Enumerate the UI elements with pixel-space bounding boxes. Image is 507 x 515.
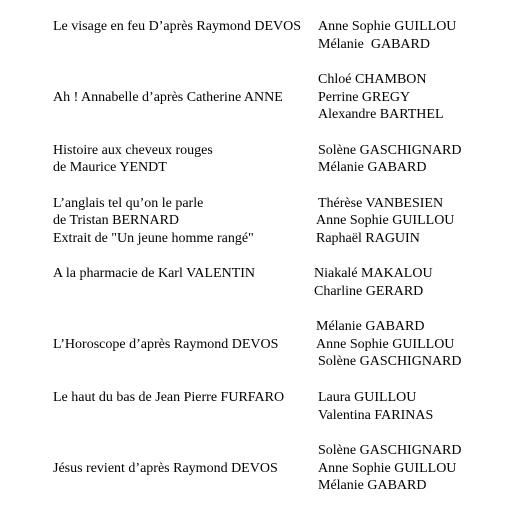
performer-name: Raphaël RAGUIN xyxy=(316,231,420,246)
play-title: Histoire aux cheveux rouges xyxy=(53,143,213,158)
performer-name: Mélanie GABARD xyxy=(316,319,425,334)
performer-name: Chloé CHAMBON xyxy=(318,72,427,87)
performer-name: Perrine GREGY xyxy=(318,90,411,105)
performer-name: Mélanie GABARD xyxy=(318,478,427,493)
performer-name: Alexandre BARTHEL xyxy=(318,107,444,122)
performer-name: Valentina FARINAS xyxy=(318,408,434,423)
performer-name: Laura GUILLOU xyxy=(318,390,417,405)
play-title: A la pharmacie de Karl VALENTIN xyxy=(53,266,256,281)
performer-name: Mélanie GABARD xyxy=(318,37,430,52)
performer-name: Charline GERARD xyxy=(314,284,424,299)
performer-name: Anne Sophie GUILLOU xyxy=(316,337,455,352)
play-note: Extrait de "Un jeune homme rangé" xyxy=(53,231,254,246)
play-author: de Tristan BERNARD xyxy=(53,213,180,228)
performer-name: Niakalé MAKALOU xyxy=(314,266,433,281)
performer-name: Solène GASCHIGNARD xyxy=(318,354,462,369)
performer-name: Mélanie GABARD xyxy=(318,160,427,175)
performer-name: Anne Sophie GUILLOU xyxy=(316,213,455,228)
play-title: L’anglais tel qu’on le parle xyxy=(53,196,204,211)
performer-name: Thérèse VANBESIEN xyxy=(318,196,444,211)
play-author: de Maurice YENDT xyxy=(53,160,167,175)
performer-name: Anne Sophie GUILLOU xyxy=(318,461,457,476)
play-title: Le visage en feu D’après Raymond DEVOS xyxy=(53,19,302,34)
performer-name: Solène GASCHIGNARD xyxy=(318,443,462,458)
play-title: Le haut du bas de Jean Pierre FURFARO xyxy=(53,390,285,405)
play-title: L’Horoscope d’après Raymond DEVOS xyxy=(53,337,279,352)
performer-name: Solène GASCHIGNARD xyxy=(318,143,462,158)
performer-name: Anne Sophie GUILLOU xyxy=(318,19,457,34)
play-title: Ah ! Annabelle d’après Catherine ANNE xyxy=(53,90,283,105)
play-title: Jésus revient d’après Raymond DEVOS xyxy=(53,461,278,476)
